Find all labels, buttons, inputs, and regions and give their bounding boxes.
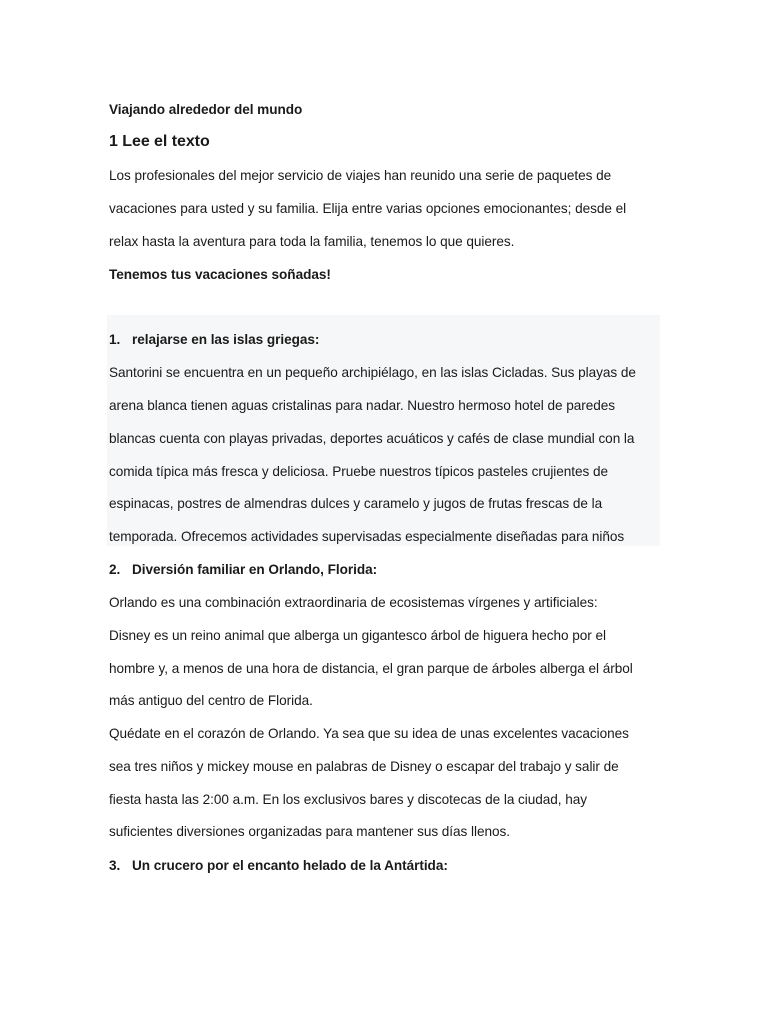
paragraph-line: suficientes diversiones organizadas para mantener sus días llenos. [109,824,510,839]
paragraph-line: comida típica más fresca y deliciosa. Pruebe nuestros típicos pasteles crujientes de [109,464,609,479]
intro-line: relax hasta la aventura para toda la familia, tenemos lo que quieres. [109,234,515,249]
document-title: Viajando alrededor del mundo [109,102,303,117]
paragraph-line: Quédate en el corazón de Orlando. Ya sea que su idea de unas excelentes vacaciones [109,726,629,741]
paragraph-line: Santorini se encuentra en un pequeño archipiélago, en las islas Cicladas. Sus playas de [109,365,636,380]
slogan: Tenemos tus vacaciones soñadas! [109,267,331,282]
intro-line: Los profesionales del mejor servicio de viajes han reunido una serie de paquetes de [109,168,612,183]
paragraph-line: blancas cuenta con playas privadas, deportes acuáticos y cafés de clase mundial con la [109,431,635,446]
paragraph-line: Orlando es una combinación extraordinaria de ecosistemas vírgenes y artificiales: [109,595,598,610]
paragraph-line: sea tres niños y mickey mouse en palabras de Disney o escapar del trabajo y salir de [109,759,619,774]
paragraph-line: espinacas, postres de almendras dulces y caramelo y jugos de frutas frescas de la [109,496,603,511]
intro-line: vacaciones para usted y su familia. Elija entre varias opciones emocionantes; desde el [109,201,627,216]
section-1-number: 1. [109,332,121,347]
paragraph-line: fiesta hasta las 2:00 a.m. En los exclusivos bares y discotecas de la ciudad, hay [109,792,588,807]
section-3-title: Un crucero por el encanto helado de la Antártida: [132,858,448,873]
paragraph-line: Disney es un reino animal que alberga un gigantesco árbol de higuera hecho por el [109,628,606,643]
section-heading: 1 Lee el texto [109,133,210,150]
paragraph-line: arena blanca tienen aguas cristalinas para nadar. Nuestro hermoso hotel de paredes [109,398,615,413]
paragraph-line: temporada. Ofrecemos actividades supervisadas especialmente diseñadas para niños [109,529,625,544]
section-2-number: 2. [109,562,121,577]
section-1-title: relajarse en las islas griegas: [132,332,320,347]
section-3-number: 3. [109,858,121,873]
section-2-heading [109,561,669,579]
section-2-title: Diversión familiar en Orlando, Florida: [132,562,378,577]
section-1-heading [109,331,669,349]
section-3-heading [109,857,669,875]
paragraph-line: más antiguo del centro de Florida. [109,693,313,708]
paragraph-line: hombre y, a menos de una hora de distancia, el gran parque de árboles alberga el árbol [109,661,633,676]
